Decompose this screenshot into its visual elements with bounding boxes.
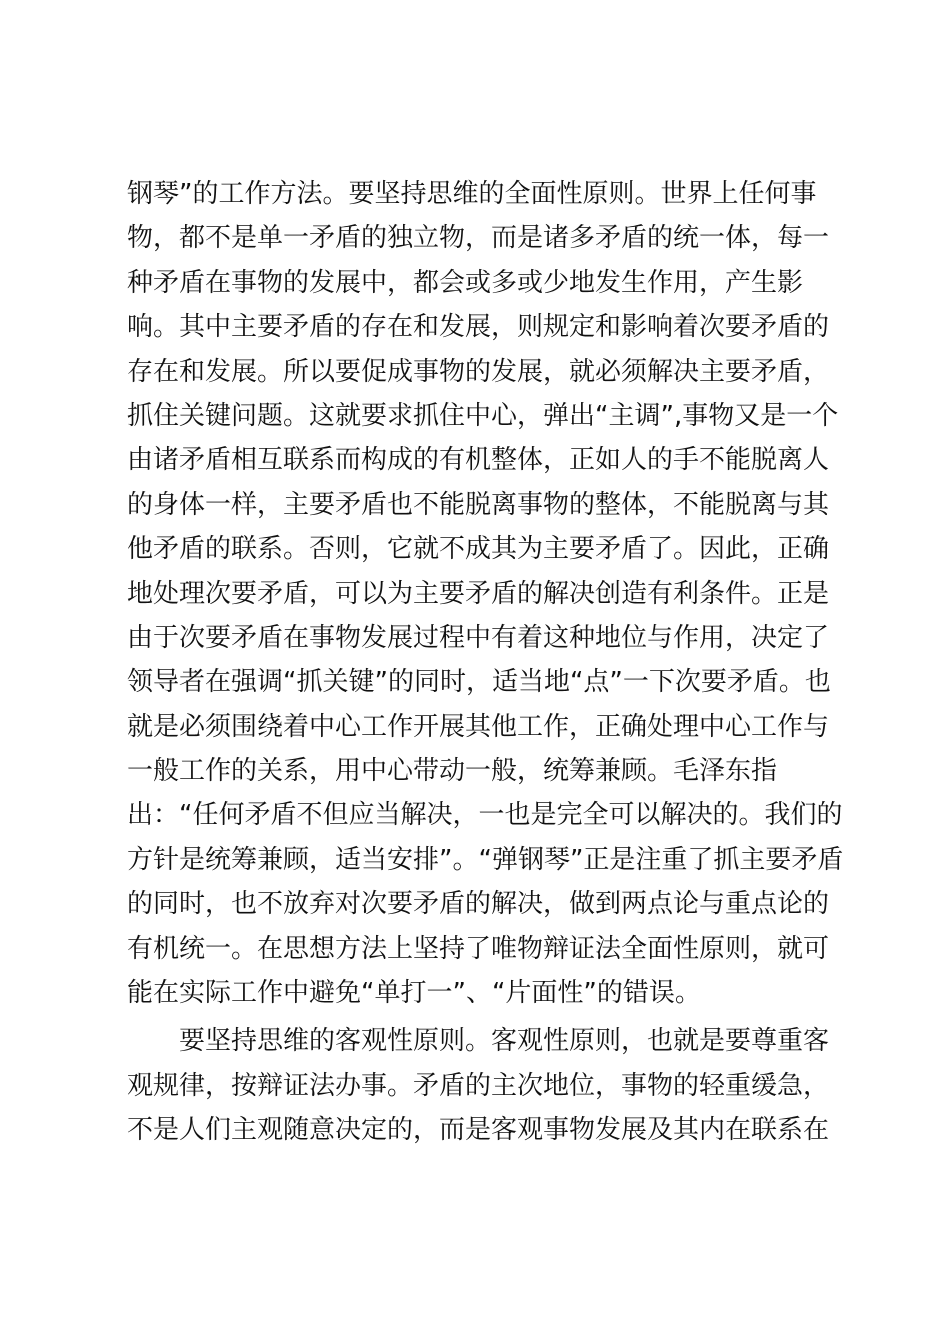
text-line: 响。其中主要矛盾的存在和发展，则规定和影响着次要矛盾的 (127, 312, 830, 343)
text-line: 观规律，按辩证法办事。矛盾的主次地位，事物的轻重缓急， (127, 1070, 830, 1101)
text-line: 的同时，也不放弃对次要矛盾的解决，做到两点论与重点论的 (127, 889, 830, 920)
paragraph-2 (127, 1019, 837, 1152)
text-line: 地处理次要矛盾，可以为主要矛盾的解决创造有利条件。正是 (127, 578, 830, 609)
text-line: 能在实际工作中避免“单打一”、“片面性”的错误。 (127, 978, 701, 1009)
text-line: 的身体一样，主要矛盾也不能脱离事物的整体，不能脱离与其 (127, 489, 830, 520)
paragraph-1 (127, 172, 844, 1015)
text-line: 他矛盾的联系。否则，它就不成其为主要矛盾了。因此，正确 (127, 534, 830, 565)
text-line: 就是必须围绕着中心工作开展其他工作，正确处理中心工作与 (127, 711, 830, 742)
text-line: 物，都不是单一矛盾的独立物，而是诸多矛盾的统一体，每一 (127, 223, 830, 254)
text-line: 领导者在强调“抓关键”的同时，适当地“点”一下次要矛盾。也 (127, 667, 831, 698)
text-line: 由于次要矛盾在事物发展过程中有着这种地位与作用，决定了 (127, 622, 830, 653)
text-line: 钢琴”的工作方法。要坚持思维的全面性原则。世界上任何事 (127, 179, 817, 209)
text-line: 种矛盾在事物的发展中，都会或多或少地发生作用，产生影 (127, 267, 804, 298)
text-line: 由诸矛盾相互联系而构成的有机整体，正如人的手不能脱离人 (127, 445, 830, 476)
text-line: 不是人们主观随意决定的，而是客观事物发展及其内在联系在 (127, 1115, 830, 1146)
text-line: 要坚持思维的客观性原则。客观性原则，也就是要尊重客 (179, 1026, 830, 1057)
text-line: 抓住关键问题。这就要求抓住中心，弹出“主调”,事物又是一个 (127, 400, 839, 431)
body-text (127, 172, 844, 1153)
text-line: 一般工作的关系，用中心带动一般，统筹兼顾。毛泽东指 (127, 756, 778, 787)
text-line: 出：“任何矛盾不但应当解决，一也是完全可以解决的。我们的 (127, 800, 843, 831)
text-line: 存在和发展。所以要促成事物的发展，就必须解决主要矛盾， (127, 356, 830, 387)
text-line: 方针是统筹兼顾，适当安排”。“弹钢琴”正是注重了抓主要矛盾 (127, 844, 844, 875)
text-line: 有机统一。在思想方法上坚持了唯物辩证法全面性原则，就可 (127, 933, 830, 964)
